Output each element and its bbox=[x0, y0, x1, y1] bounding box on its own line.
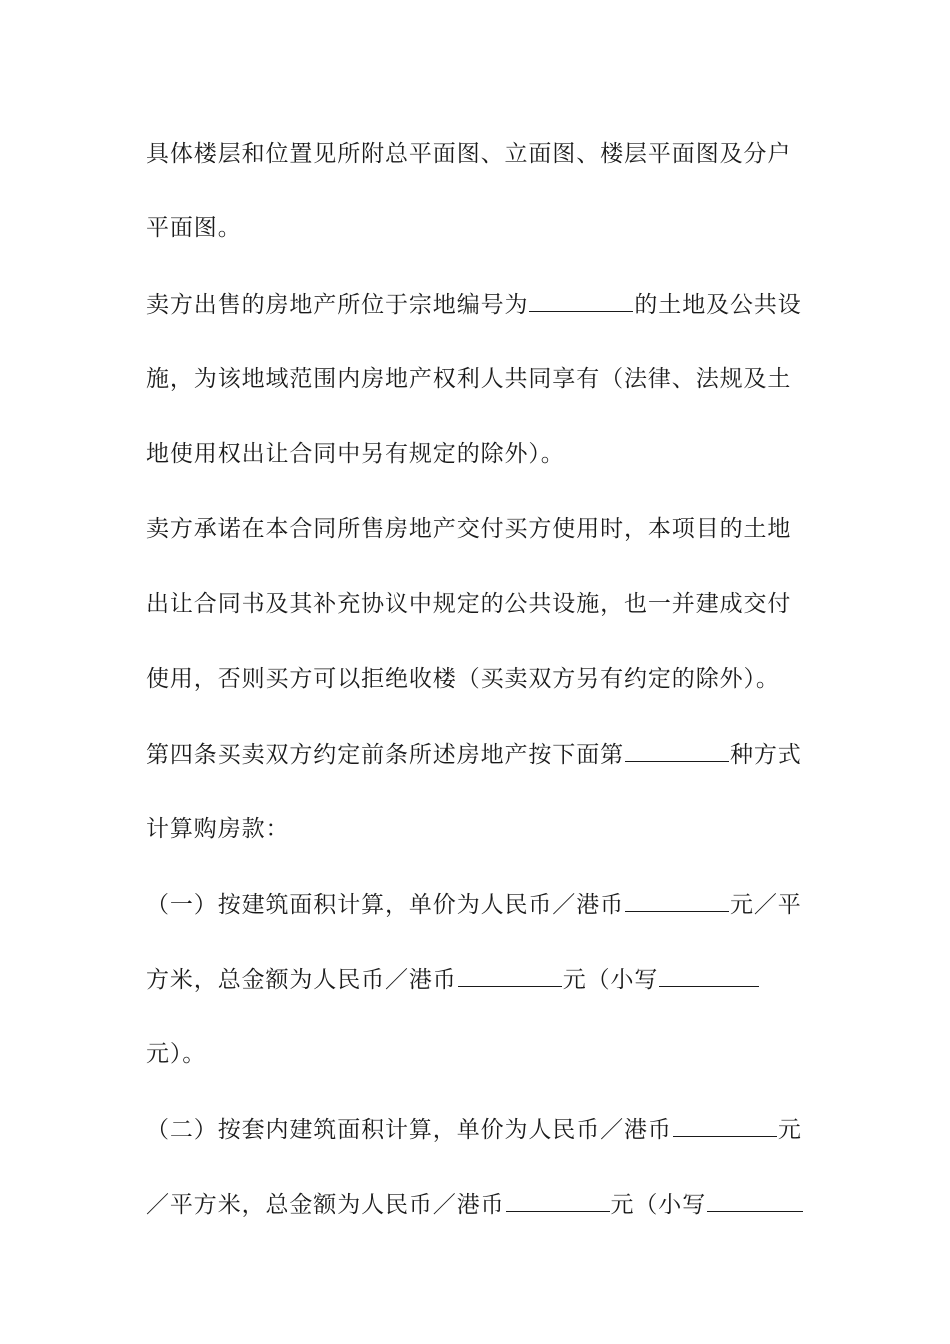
text-segment: 地使用权出让合同中另有规定的除外）。 bbox=[146, 441, 565, 467]
text-line bbox=[146, 1189, 804, 1220]
text-segment: 出让合同书及其补充协议中规定的公共设施，也一并建成交付 bbox=[146, 591, 792, 617]
text-segment: （一）按建筑面积计算，单价为人民币／港币 bbox=[146, 892, 624, 918]
fill-in-blank bbox=[506, 1189, 610, 1212]
fill-in-blank bbox=[625, 889, 729, 912]
text-segment: 的土地及公共设 bbox=[634, 292, 802, 318]
text-segment: 计算购房款： bbox=[146, 816, 290, 842]
text-line bbox=[146, 964, 760, 995]
text-line bbox=[146, 213, 242, 243]
text-segment: ／平方米，总金额为人民币／港币 bbox=[146, 1192, 505, 1218]
text-line bbox=[146, 889, 802, 920]
text-segment: 元（小写 bbox=[610, 1192, 707, 1218]
text-line bbox=[146, 364, 791, 394]
text-segment: 元／平 bbox=[730, 892, 802, 918]
fill-in-blank bbox=[673, 1114, 777, 1137]
text-line bbox=[146, 289, 802, 320]
text-segment: 卖方承诺在本合同所售房地产交付买方使用时，本项目的土地 bbox=[146, 516, 792, 542]
text-line bbox=[146, 664, 780, 694]
text-line bbox=[146, 814, 289, 844]
text-segment: 种方式 bbox=[730, 742, 802, 768]
text-line bbox=[146, 739, 802, 770]
text-segment: 元（小写 bbox=[562, 967, 659, 993]
text-segment: 第四条买卖双方约定前条所述房地产按下面第 bbox=[146, 742, 624, 768]
text-segment: 卖方出售的房地产所位于宗地编号为 bbox=[146, 292, 529, 318]
text-line bbox=[146, 514, 791, 544]
fill-in-blank bbox=[707, 1189, 803, 1212]
text-segment: 施，为该地域范围内房地产权利人共同享有（法律、法规及土 bbox=[146, 366, 792, 392]
text-line bbox=[146, 1039, 206, 1069]
text-segment: 方米，总金额为人民币／港币 bbox=[146, 967, 457, 993]
fill-in-blank bbox=[458, 964, 562, 987]
fill-in-blank bbox=[659, 964, 759, 987]
text-line bbox=[146, 1114, 802, 1145]
text-line bbox=[146, 139, 791, 169]
text-segment: 元）。 bbox=[146, 1041, 207, 1067]
fill-in-blank bbox=[625, 739, 729, 762]
fill-in-blank bbox=[529, 289, 633, 312]
text-segment: （二）按套内建筑面积计算，单价为人民币／港币 bbox=[146, 1117, 672, 1143]
text-segment: 使用，否则买方可以拒绝收楼（买卖双方另有约定的除外）。 bbox=[146, 666, 780, 692]
text-segment: 具体楼层和位置见所附总平面图、立面图、楼层平面图及分户 bbox=[146, 141, 792, 167]
text-line bbox=[146, 439, 565, 469]
text-segment: 元 bbox=[777, 1117, 802, 1143]
text-segment: 平面图。 bbox=[146, 215, 242, 241]
text-line bbox=[146, 589, 791, 619]
